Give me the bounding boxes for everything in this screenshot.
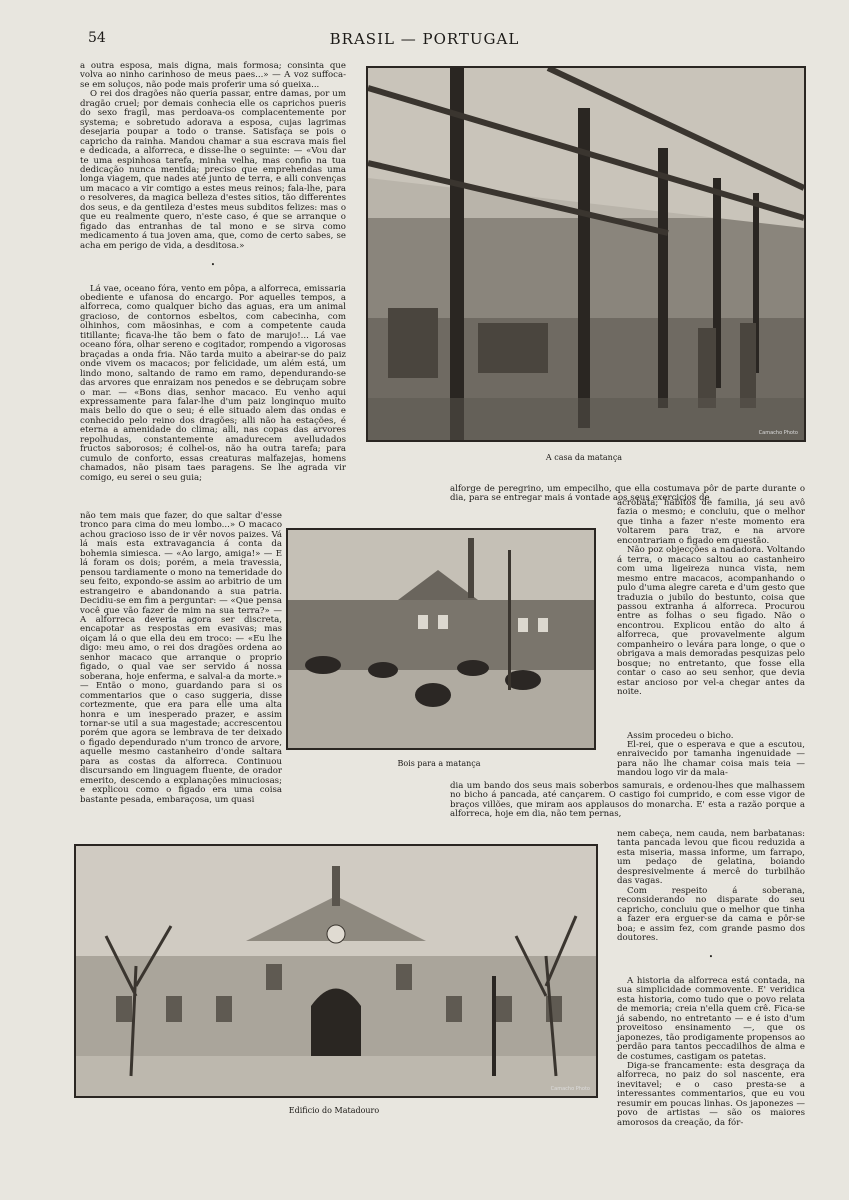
- column-1-top: [80, 62, 346, 483]
- column-3: [617, 499, 805, 779]
- paragraph: nem cabeça, nem cauda, nem barbatanas: tanta pancada levou que ficou reduzida a esta miseria, massa informe, um farrapo, um pedaço de gelatina, boiando despresivelmente á mercê do turbilhão das vagas.: [617, 829, 805, 887]
- paragraph: O rei dos dragões não queria passar, entre damas, por um dragão cruel; por demais conhecia elle os caprichos pueris do sexo fragil, mas perdoava-os complacentemente por systema; e sobretudo adorava a esposa, cujas lagrimas desejaria poupar a todo o transe. Satisfaça se pois o capricho da rainha. Mandou chamar a sua escrava mais fiel e dedicada, a alforreca, e disse-lhe o seguinte: — «Vou dar te uma espinhosa tarefa, minha velha, mas confio na tua dedicação nunca mentida; preciso que emprehendas uma longa viagem, que nades até junto de terra, e alli convenças um macaco a vir comtigo a estes meus reinos; fala-lhe, para o resolveres, da magica belleza d'estes sitios, tão differentes dos seus, e da gentileza d'estes meus subditos felizes: mas o que eu realmente quero, n'este caso, é que se arranque o figado das entranhas de tal mono e se sirva como medicamento á tua joven ama, que, como de certo sabes, se acha em perigo de vida, a desditosa.»: [80, 89, 346, 251]
- paragraph: Lá vae, oceano fóra, vento em pôpa, a alforreca, emissaria obediente e ufanosa do encargo. Por aquelles tempos, a alforreca, como qualquer bicho das aguas, era um animal gracioso, de contornos esbeltos, com cabecinha, com olhinhos, com mãosinhas, e com a competente cauda titillante; ficava-lhe tão bem o fato de marujo!... Lá vae oceano fóra, olhar sereno e cogitador, rompendo a vigorosas braçadas a onda fria. Não tarda muito a abeirar-se do paiz onde vivem os macacos; por felicidade, um além está, um lindo mono, saltando de ramo em ramo, dependurando-se das arvores que enraizam nos penedos e se debruçam sobre o mar. — «Bons dias, senhor macaco. Eu venho aqui expressamente para falar-lhe d'um paiz longinquo muito mais bello do que o seu; é elle situado alem das ondas e conhecido pelo reino dos dragões; alli não ha estações, é eterna a amenidade do clima; alli, nas copas das arvores repolhudas, constantemente amadurecem avelludados fructos saborosos; é colhel-os, não ha outra tarefa; para cumulo de conforto, essas creaturas malfazejas, homens chamados, não pisam taes paragens. Se lhe agrada vir comigo, eu serei o seu guia;: [80, 283, 346, 483]
- paragraph: dia um bando dos seus mais soberbos samurais, e ordenou-lhes que malhassem no bicho á pancada, até cançarem. O castigo foi cumprido, e com esse vigor de braços villões, que miram aos applausos do monarcha. E' esta a razão porque a alforreca, hoje em dia, não tem pernas,: [450, 781, 805, 820]
- paragraph: acrobata; habitos de familia, já seu avô fazia o mesmo; e concluiu, que o melhor que tinha a fazer n'este momento era voltarem para traz, e na arvore encontrariam o figado em questão.: [617, 498, 805, 546]
- paragraph: Não poz objecções a nadadora. Voltando á terra, o macaco saltou ao castanheiro com uma ligeireza nunca vista, nem mesmo entre macacos, acompanhando o pulo d'uma alegre careta e d'um gesto que traduzia o jubilo do bestunto, coisa que passou extranha á alforreca. Procurou entre as folhas o seu figado. Não o encontrou. Explicou então do alto á alforreca, que provavelmente algum companheiro o levára para longe, o que o obrigava a mais demoradas pesquizas pelo bosque; no entretanto, que fosse ella contar o caso ao seu senhor, que devia estar ancioso por vel-a chegar antes da noite.: [617, 545, 805, 698]
- paragraph: El-rei, que o esperava e que a escutou, enraivecido por tamanha ingenuidade — para não lhe chamar coisa mais teia — mandou logo vir da mala-: [617, 739, 805, 779]
- photo-credit: Camacho Photo: [758, 430, 798, 436]
- paragraph: a outra esposa, mais digna, mais formosa; consinta que volva ao ninho carinhoso de meus paes...» — A voz suffoca-se em soluços, não pode mais proferir uma só queixa...: [80, 61, 346, 90]
- photo-oxen: [286, 528, 596, 750]
- oxen-image: [288, 530, 594, 748]
- page-number: 54: [88, 30, 106, 46]
- column-2-wide: [450, 782, 805, 820]
- column-1-middle: [80, 512, 282, 805]
- page-header: [0, 30, 849, 50]
- caption-photo-1: A casa da matança: [545, 453, 623, 462]
- paragraph: Diga-se francamente: esta desgraça da alforreca, no paiz do sol nascente, era inevitavel; e o caso presta-se a interessantes commentarios, que eu vou resumir em poucas linhas. Os japonezes — povo de artistas — são os maiores amorosos da creação, da fór-: [617, 1060, 805, 1128]
- paragraph: não tem mais que fazer, do que saltar d'esse tronco para cima do meu lombo...» O macaco achou gracioso isso de ir vêr novos paizes. Vá lá mais esta extravagancia á conta da bohemia simiesca. — «Ao largo, amiga!» — E lá foram os dois; porém, a meia travessia, pensou tardiamente o mono na temeridade do seu feito, expondo-se assim ao arbitrio de um estrangeiro e abandonando a sua patria. Decidiu-se em fim a perguntar: — «Que pensa você que vão fazer de mim na sua terra?» — A alforreca deveria agora ser discreta, encapotar as respostas em evasivas; mas oiçam lá o que ella deu em troco: — «Eu lhe digo: meu amo, o rei dos dragões ordena ao senhor macaco que arranque o proprio figado, o qual vae ser servido á nossa soberana, hoje enferma, e salval-a da morte.» — Então o mono, guardando para si os commentarios que o caso suggeria, disse cortezmente, que era para elle uma alta honra e um inesperado prazer, e assim tornar-se util a sua magestade; accrescentou porém que agora se lembrava de ter deixado o figado dependurado n'um tronco de arvore, aquelle mesmo castanheiro d'onde saltara para as costas da alforreca. Continuou discursando em linguagem fluente, de orador emerito, descendo a explanações minuciosas; e explicou como o figado era uma coisa bastante pesada, embaraçosa, um quasi: [80, 511, 282, 805]
- paragraph: alforge de peregrino, um empecilho, que ella costumava pôr de parte durante o dia, para se entregar mais á vontade aos seus exercicios de: [450, 484, 805, 504]
- caption-photo-2: Bois para a matança: [397, 759, 481, 768]
- section-separator: •: [708, 953, 714, 962]
- photo-slaughterhouse-building: [74, 844, 598, 1098]
- paragraph: Com respeito á soberana, reconsiderando no disparate do seu capricho, concluiu que o melhor que tinha a fazer era erguer-se da cama e pôr-se boa; e assim fez, com grande pasmo dos doutores.: [617, 885, 805, 943]
- slaughterhouse-building-image: [76, 846, 596, 1096]
- paragraph: A historia da alforreca está contada, na sua simplicidade commovente. E' veridica esta historia, como tudo que o povo relata de memoria; creia n'ella quem crê. Fica-se já sabendo, no entretanto — e é isto d'um proveitoso ensinamento —, que os japonezes, tão prodigamente propensos ao perdão para tantos peccadilhos de alma e de costumes, castigam os patetas.: [617, 975, 805, 1062]
- caption-photo-3: Edificio do Matadouro: [288, 1106, 380, 1115]
- column-3-bottom: [617, 830, 805, 1128]
- running-title: BRASIL — PORTUGAL: [329, 30, 520, 48]
- section-separator: •: [210, 261, 216, 270]
- photo-slaughterhouse-interior: [366, 66, 806, 442]
- photo-credit: Camacho Photo: [550, 1086, 590, 1092]
- paragraph: Assim procedeu o bicho.: [627, 730, 734, 741]
- slaughterhouse-interior-image: [368, 68, 804, 440]
